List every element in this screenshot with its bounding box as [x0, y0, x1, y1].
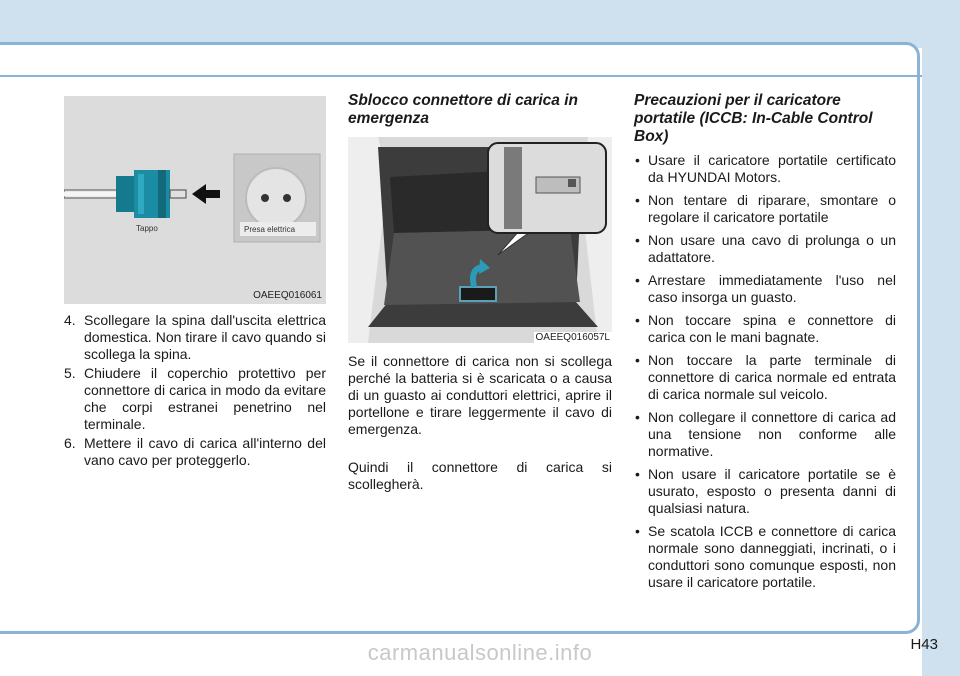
header-rule — [0, 75, 922, 77]
figure-code: OAEEQ016057L — [535, 332, 610, 343]
list-item — [634, 352, 896, 403]
figure-code: OAEEQ016061 — [253, 290, 322, 301]
list-item — [634, 272, 896, 306]
list-item — [634, 523, 896, 591]
section-heading-precautions: Precauzioni per il caricatore portatile (ICCB: In-Cable Control Box) — [634, 92, 873, 145]
list-item-text: Non collegare il connettore di carica ad una tensione non conforme alle normative. — [648, 409, 896, 459]
watermark: carmanualsonline.info — [367, 640, 593, 665]
plug-label: Tappo — [136, 224, 158, 233]
bullet-glyph: • — [635, 523, 640, 539]
bullet-glyph: • — [635, 352, 640, 368]
bullet-glyph: • — [635, 409, 640, 425]
step-number: 6. — [64, 435, 76, 451]
step-number: 5. — [64, 365, 76, 381]
bullet-glyph: • — [635, 232, 640, 248]
paragraph-emergency-1: Se il connettore di carica non si scollega perché la batteria si è scaricata o a causa di un guasto ai conduttori elettrici, aprire il portellone e tirare leggermente il cavo di emergenza. — [348, 353, 612, 437]
list-item-text: Non toccare spina e connettore di carica con le mani bagnate. — [648, 312, 896, 345]
bullet-glyph: • — [635, 312, 640, 328]
step-text: Chiudere il coperchio protettivo per connettore di carica in modo da evitare che corpi estranei penetrino nel terminale. — [84, 365, 326, 432]
paragraph-emergency-2: Quindi il connettore di carica si scollegherà. — [348, 459, 612, 492]
step-number: 4. — [64, 312, 76, 328]
bullet-glyph: • — [635, 466, 640, 482]
list-item — [634, 192, 896, 226]
page-frame-right — [922, 0, 960, 676]
step-text: Mettere il cavo di carica all'interno del vano cavo per proteggerlo. — [84, 435, 326, 468]
list-item — [634, 232, 896, 266]
section-heading-emergency-release: Sblocco connettore di carica in emergenza — [348, 92, 578, 127]
list-item-text: Non tentare di riparare, smontare o regolare il caricatore portatile — [648, 192, 896, 225]
list-item — [634, 409, 896, 460]
bullet-glyph: • — [635, 152, 640, 168]
step-6 — [64, 435, 326, 469]
figure-trunk — [348, 137, 612, 343]
list-item-text: Non usare il caricatore portatile se è usurato, esposto o presenta danni di qualsiasi natura. — [648, 466, 896, 516]
page-frame-top — [0, 0, 960, 48]
step-text: Scollegare la spina dall'uscita elettrica domestica. Non tirare il cavo quando si scollega la spina. — [84, 312, 326, 362]
list-item-text: Non usare una cavo di prolunga o un adattatore. — [648, 232, 896, 265]
list-item-text: Non toccare la parte terminale di connettore di carica normale ed entrata di carica normale sul veicolo. — [648, 352, 896, 402]
list-item-text: Arrestare immediatamente l'uso nel caso insorga un guasto. — [648, 272, 896, 305]
bullet-glyph: • — [635, 192, 640, 208]
figure-plug-socket — [64, 96, 326, 304]
socket-label: Presa elettrica — [244, 225, 296, 234]
step-4 — [64, 312, 326, 363]
page-number: H43 — [910, 636, 938, 653]
trunk-illustration — [348, 137, 612, 343]
list-item-text: Se scatola ICCB e connettore di carica normale sono danneggiati, incrinati, o i conduttori sono comunque esposti, non usare il caricatore portatile. — [648, 523, 896, 590]
precautions-list — [634, 152, 896, 597]
list-item-text: Usare il caricatore portatile certificato da HYUNDAI Motors. — [648, 152, 896, 185]
bullet-glyph: • — [635, 272, 640, 288]
plug-illustration — [64, 96, 326, 304]
step-5 — [64, 365, 326, 433]
list-item — [634, 152, 896, 186]
list-item — [634, 312, 896, 346]
list-item — [634, 466, 896, 517]
